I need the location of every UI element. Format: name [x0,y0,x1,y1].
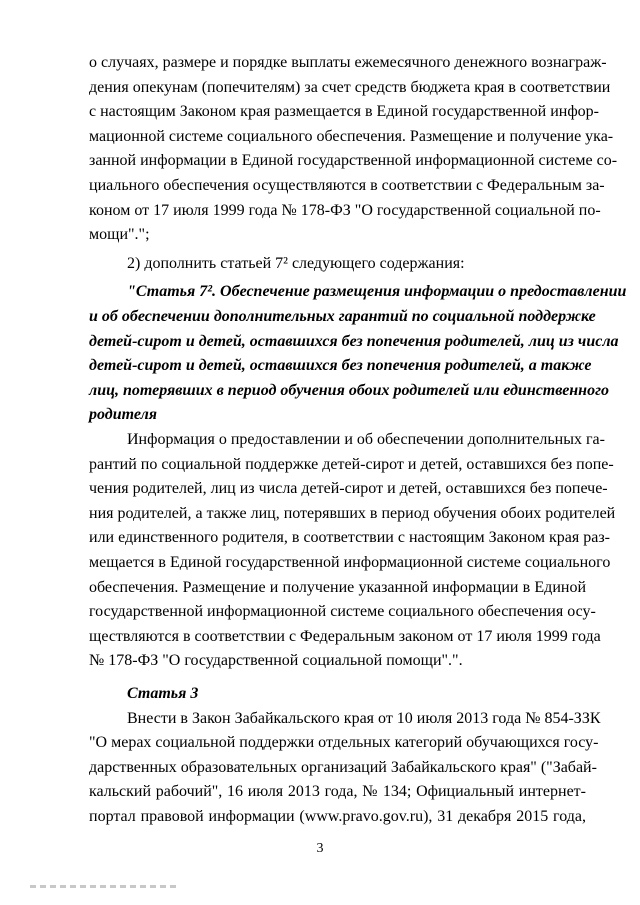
text-line: и об обеспечении дополнительных гарантий по социальной поддержке [89,308,596,325]
text-line: "О мерах социальной поддержки отдельных категорий обучающихся госу- [89,734,599,751]
text-line: мационной системе социального обеспечения. Размещение и получение ука- [89,128,614,145]
scan-artifact [30,885,180,888]
text-line: с настоящим Законом края размещается в Единой государственной инфор- [89,103,600,120]
text-line: портал правовой информации (www.pravo.gov.ru), 31 декабря 2015 года, [89,808,586,825]
text-line: коном от 17 июля 1999 года № 178-ФЗ "О государственной социальной по- [89,202,601,219]
text-line: лиц, потерявших в период обучения обоих родителей или единственного [89,382,609,399]
text-line: обеспечения. Размещение и получение указанной информации в Единой [89,579,586,596]
text-line: или единственного родителя, в соответствии с настоящим Законом края раз- [89,529,611,546]
text-line: мещается в Единой государственной информационной системе социального [89,554,611,571]
text-line: дарственных образовательных организаций Забайкальского края" ("Забай- [89,759,597,776]
text-line: циального обеспечения осуществляются в соответствии с Федеральным за- [89,177,605,194]
text-line: "Статья 7². Обеспечение размещения информации о предоставлении [127,283,627,300]
text-line: детей-сирот и детей, оставшихся без попечения родителей, лиц из числа [89,333,619,350]
text-line: о случаях, размере и порядке выплаты ежемесячного денежного вознаграж- [89,54,607,71]
text-line: кальский рабочий", 16 июля 2013 года, № 134; Официальный интернет- [89,783,586,800]
text-line: занной информации в Единой государственной информационной системе со- [89,152,618,169]
text-line: Внести в Закон Забайкальского края от 10 июля 2013 года № 854-ЗЗК [127,710,601,727]
text-line: дения опекунам (попечителям) за счет средств бюджета края в соответствии [89,79,611,96]
text-line: Информация о предоставлении и об обеспечении дополнительных га- [127,431,605,448]
text-line: детей-сирот и детей, оставшихся без попечения родителей, а также [89,357,592,374]
text-line: чения родителей, лиц из числа детей-сирот и детей, оставшихся без попече- [89,480,608,497]
text-line: ществляются в соответствии с Федеральным законом от 17 июля 1999 года [89,628,601,645]
text-line: мощи"."; [89,226,150,243]
text-line: № 178-ФЗ "О государственной социальной помощи".". [89,652,463,669]
text-line: ния родителей, а также лиц, потерявших в период обучения обоих родителей [89,505,616,522]
text-line: рантий по социальной поддержке детей-сирот и детей, оставшихся без попе- [89,456,614,473]
text-line: государственной информационной системе социального обеспечения осу- [89,603,596,620]
text-line: 2) дополнить статьей 7² следующего содержания: [127,255,465,272]
page-number: 3 [316,841,324,856]
text-line: родителя [89,406,158,423]
article-heading: Статья 3 [127,685,199,702]
